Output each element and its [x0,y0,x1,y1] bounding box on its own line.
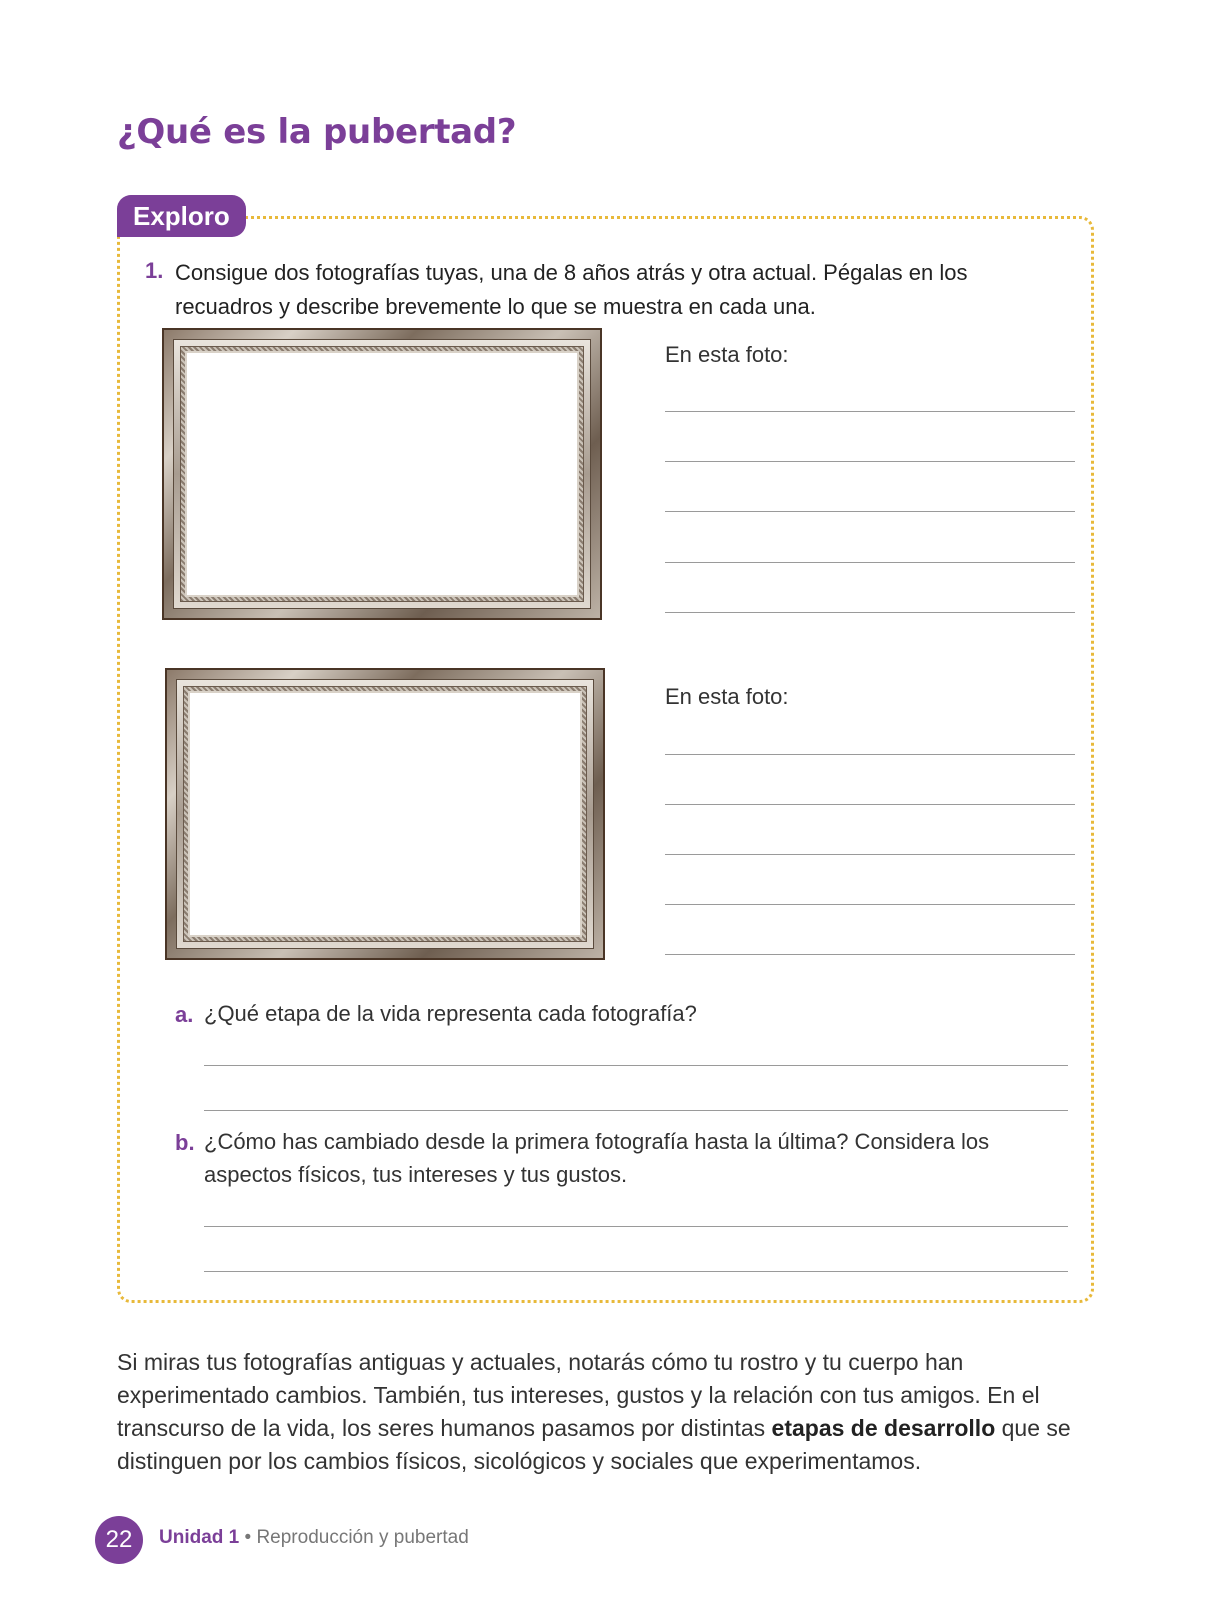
write-line[interactable] [665,854,1075,855]
photo-drop-area-1[interactable] [185,351,579,597]
section-tab-exploro: Exploro [117,195,246,237]
question-text: Consigue dos fotografías tuyas, una de 8 años atrás y otra actual. Pégalas en los recuadros y describe brevemente lo que se muestra en cada una. [175,260,968,319]
write-line[interactable] [204,1110,1068,1111]
write-line[interactable] [204,1271,1068,1272]
write-line[interactable] [665,411,1075,412]
write-line[interactable] [665,562,1075,563]
photo-frame-2[interactable] [165,668,605,960]
footer-separator: • [239,1527,257,1548]
write-line[interactable] [665,461,1075,462]
write-line[interactable] [665,612,1075,613]
sub-question-b-text: ¿Cómo has cambiado desde la primera fotografía hasta la última? Considera los aspectos físicos, tus intereses y tus gustos. [204,1129,990,1187]
photo-frame-1[interactable] [162,328,602,620]
question-number: 1. [145,258,164,283]
footer-breadcrumb [159,1527,469,1549]
write-line[interactable] [665,804,1075,805]
paragraph-bold-term: etapas de desarrollo [771,1415,996,1441]
footer-topic: Reproducción y pubertad [256,1527,469,1548]
write-line[interactable] [665,754,1075,755]
page-number-badge: 22 [95,1516,143,1564]
photo-2-label: En esta foto: [665,684,789,709]
photo-1-label: En esta foto: [665,342,789,367]
paragraph-text-1: Si miras tus fotografías antiguas y actuales, notarás cómo tu rostro y tu cuerpo han experimentado cambios. También, tus intereses, gustos y la relación con tus amigos. En el transcurso de la vida, los seres humanos pasamos por distintas [117,1349,1040,1441]
sub-question-b-letter: b. [175,1130,195,1155]
paragraph-text-2: que se distinguen por los cambios físicos, sicológicos y sociales que experimentamos. [117,1415,1071,1474]
page-title: ¿Qué es la pubertad? [117,112,517,152]
write-line[interactable] [204,1065,1068,1066]
write-line[interactable] [665,904,1075,905]
write-line[interactable] [665,511,1075,512]
write-line[interactable] [665,954,1075,955]
sub-question-a-text: ¿Qué etapa de la vida representa cada fotografía? [204,1001,697,1026]
footer-unit: Unidad 1 [159,1527,240,1548]
photo-drop-area-2[interactable] [188,691,582,937]
write-line[interactable] [204,1226,1068,1227]
body-paragraph [117,1346,1117,1478]
sub-question-a-letter: a. [175,1002,194,1027]
